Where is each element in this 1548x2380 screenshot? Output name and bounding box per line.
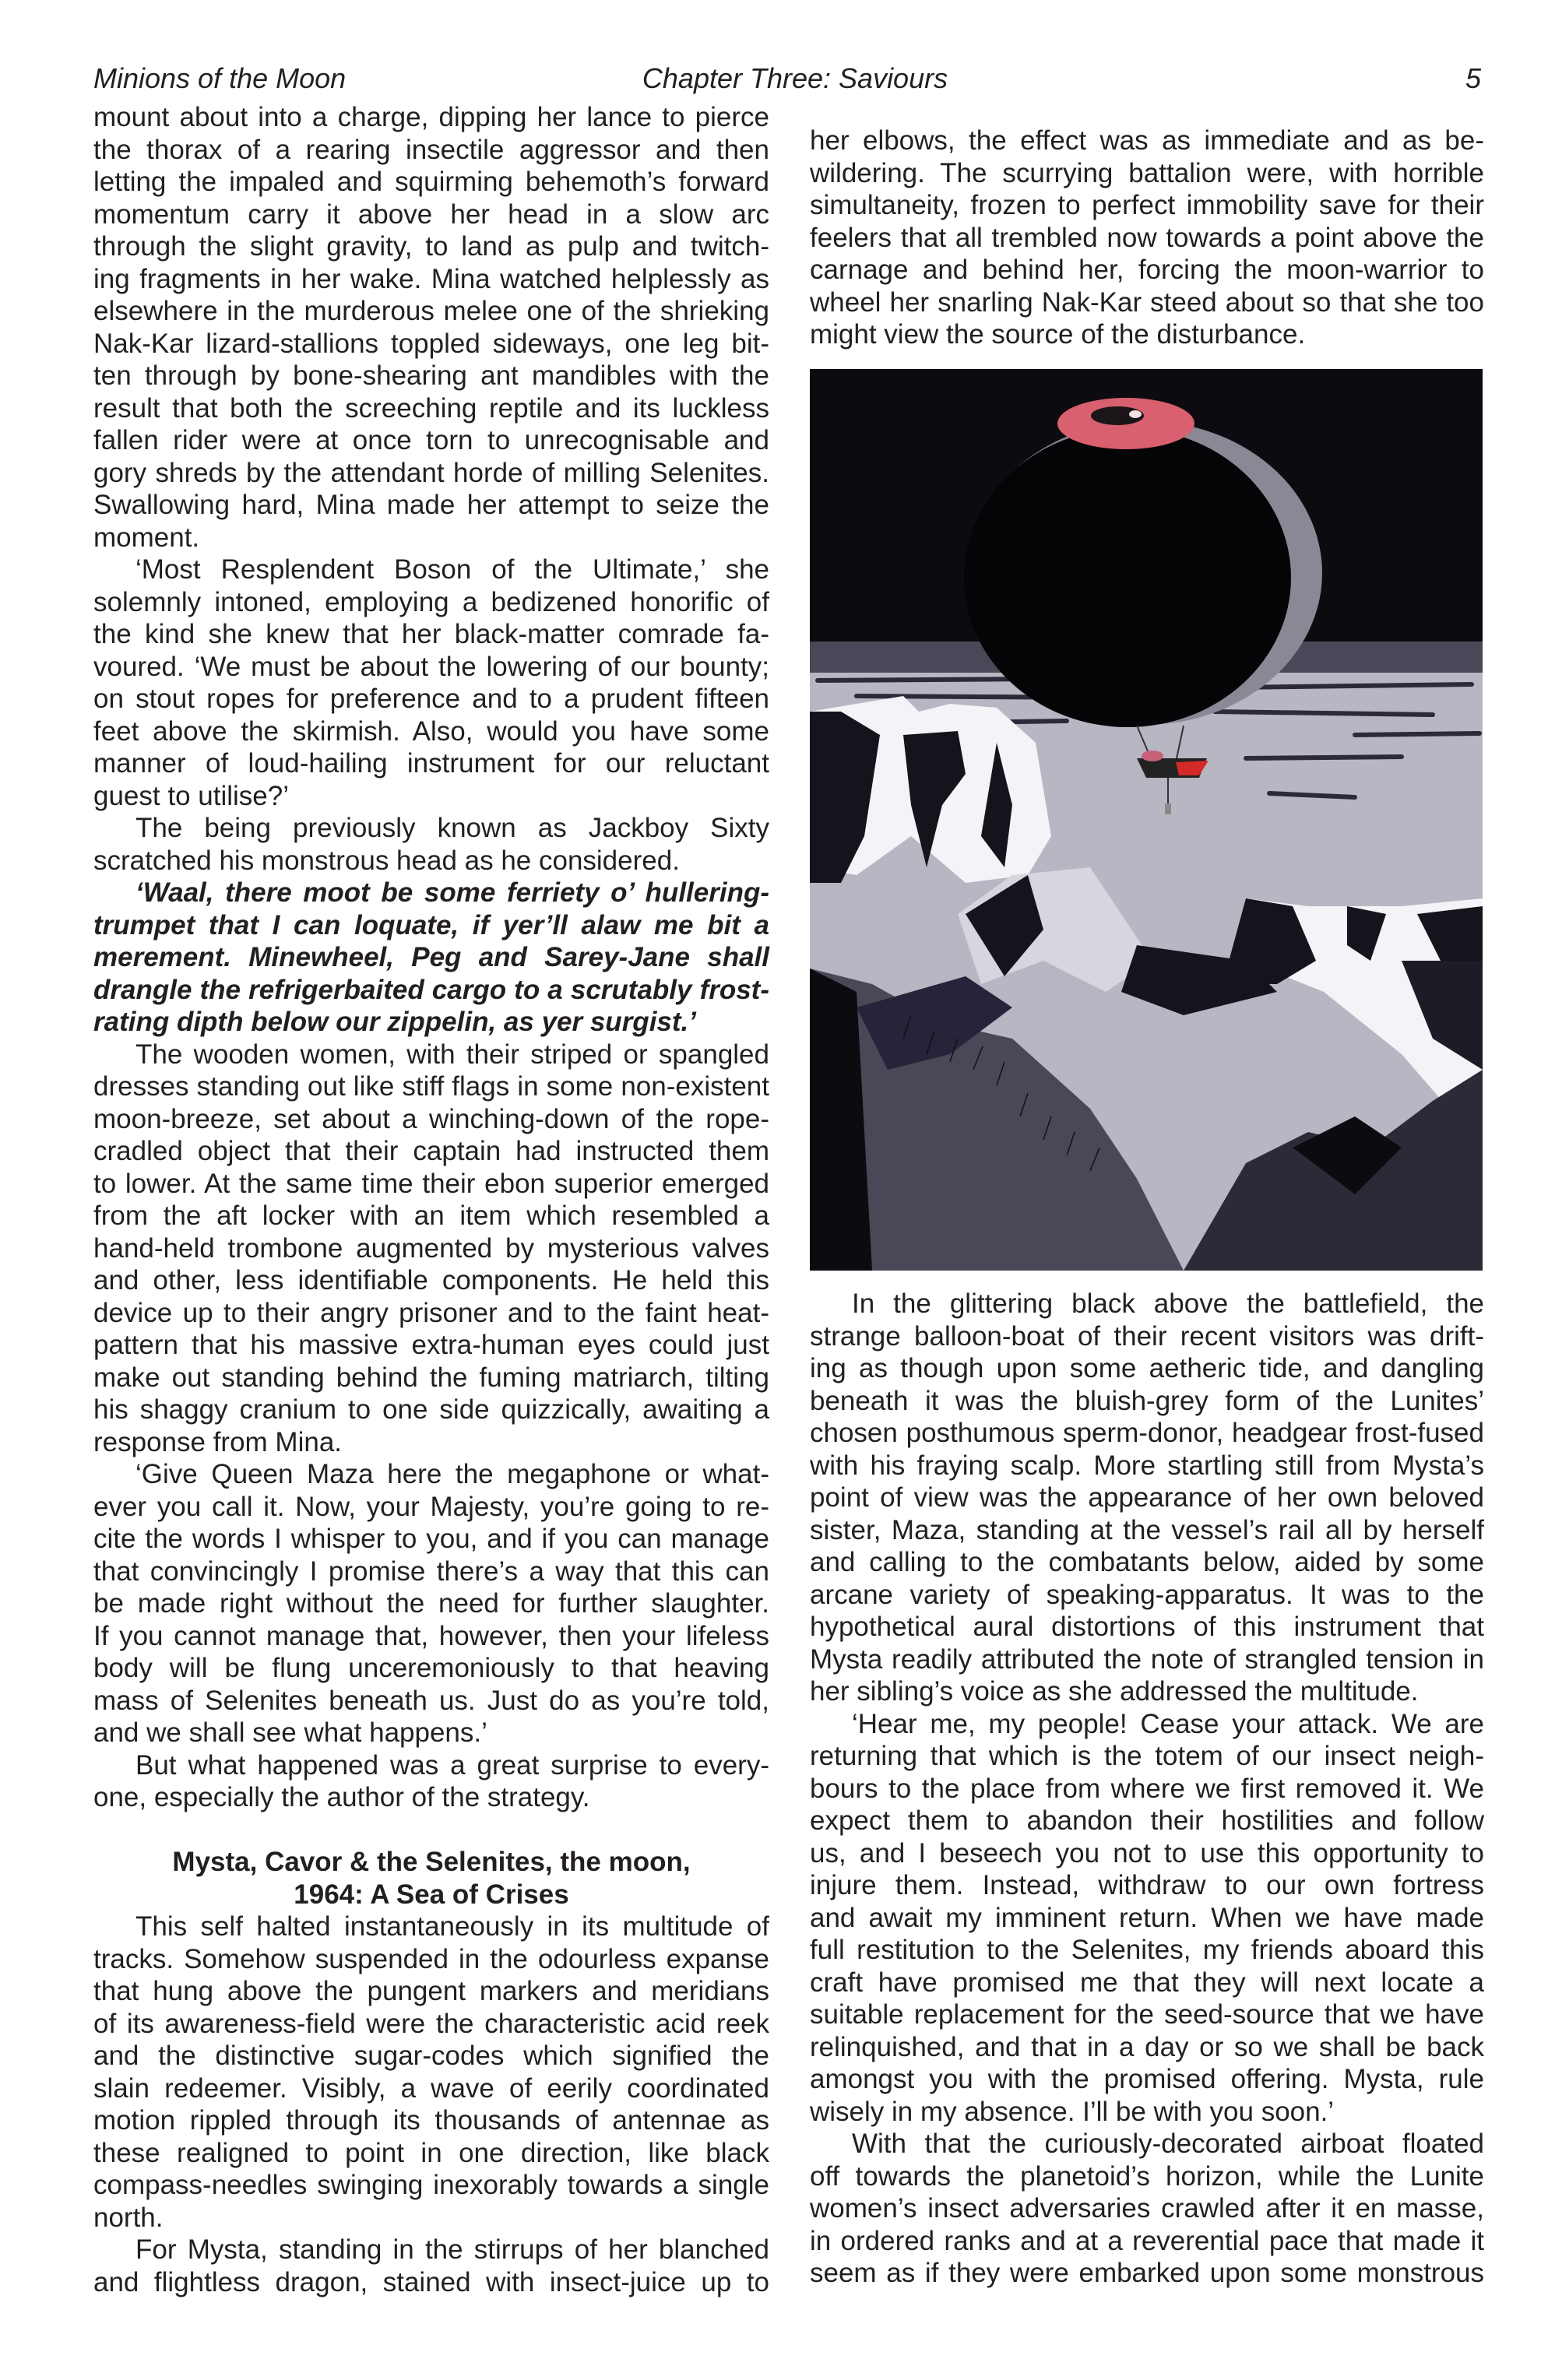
text-line-content: moon-breeze, set about a winching-down of the rope- — [93, 1103, 769, 1134]
text-line — [810, 1805, 1484, 1837]
text-line — [93, 295, 769, 328]
text-line — [93, 941, 769, 974]
text-line — [810, 2192, 1484, 2225]
text-line — [93, 2202, 769, 2234]
text-line — [93, 199, 769, 231]
text-line-content: motion rippled through its thousands of antennae as — [93, 2105, 769, 2136]
text-line — [810, 1611, 1484, 1644]
text-line — [93, 101, 769, 134]
text-line — [810, 2128, 1484, 2160]
text-line-content: returning that which is the totem of our insect neigh- — [810, 1741, 1484, 1771]
text-line-content: With that the curiously-decorated airboat floated — [852, 2129, 1484, 2159]
blank-line — [93, 1814, 769, 1847]
text-line — [810, 287, 1484, 319]
text-line — [93, 1943, 769, 1976]
text-line-content: suitable replacement for the seed-source that we have — [810, 1999, 1484, 2030]
text-line — [93, 812, 769, 845]
text-line — [93, 2008, 769, 2041]
text-line — [810, 1450, 1484, 1482]
text-line-content: solemnly intoned, employing a bedizened honorific of — [93, 586, 769, 617]
text-line — [810, 1546, 1484, 1579]
paragraph — [810, 125, 1484, 351]
text-line — [93, 2040, 769, 2072]
text-line-content: be made right without the need for further slaughter. — [93, 1588, 769, 1619]
text-line — [93, 1587, 769, 1620]
text-line — [810, 1773, 1484, 1805]
running-header-chapter-title: Chapter Three: Saviours — [642, 62, 948, 94]
text-line — [93, 489, 769, 522]
text-line — [810, 1967, 1484, 1999]
text-line-content: her sibling’s voice as she addressed the multitude. — [810, 1676, 1419, 1707]
text-line-content: with his fraying scalp. More startling still from Mysta’s — [810, 1450, 1484, 1481]
text-line-content: rating dipth below our zippelin, as yer surgist.’ — [93, 1007, 696, 1037]
text-line-content: Mysta readily attributed the note of strangled tension in — [810, 1644, 1484, 1675]
text-line — [93, 230, 769, 263]
text-line-content: cradled object that their captain had instructed them — [93, 1136, 769, 1166]
text-line — [93, 1814, 769, 1847]
text-line-content: women’s insect adversaries crawled after it en masse, — [810, 2193, 1484, 2224]
moon-balloon-illustration — [810, 369, 1483, 1271]
text-line — [93, 1523, 769, 1556]
text-line — [810, 1579, 1484, 1612]
text-line-content: strange balloon-boat of their recent visitors was drift- — [810, 1320, 1484, 1352]
right-text-column-top — [810, 125, 1484, 351]
text-line — [810, 1320, 1484, 1353]
text-line-content: moment. — [93, 522, 200, 553]
text-line-content: The wooden women, with their striped or spangled — [135, 1039, 769, 1070]
text-line-content: ‘Hear me, my people! Cease your attack. We are — [852, 1708, 1484, 1739]
text-line-content: one, especially the author of the strategy. — [93, 1782, 590, 1812]
text-line-content: amongst you with the promised offering. Mysta, rule — [810, 2064, 1484, 2094]
text-line — [93, 683, 769, 715]
text-line — [810, 1999, 1484, 2031]
text-line-content: and the distinctive sugar-codes which signified the — [93, 2041, 769, 2071]
text-line — [93, 1264, 769, 1297]
text-line-content: guest to utilise?’ — [93, 780, 289, 811]
text-line-content: injure them. Instead, withdraw to our own fortress — [810, 1870, 1484, 1900]
text-line — [810, 1288, 1484, 1320]
text-line — [93, 134, 769, 167]
paragraph — [93, 101, 769, 554]
text-line — [810, 1352, 1484, 1385]
text-line — [810, 125, 1484, 157]
running-header-book-title: Minions of the Moon — [93, 62, 347, 94]
text-line — [93, 2072, 769, 2105]
text-line-content: This self halted instantaneously in its multitude of — [135, 1911, 769, 1942]
text-line-content: cite the words I whisper to you, and if you can manage — [93, 1524, 769, 1554]
text-line — [93, 2234, 769, 2266]
text-line — [810, 222, 1484, 255]
text-line — [93, 1911, 769, 1943]
text-line — [93, 1394, 769, 1426]
text-line-content: make out standing behind the fuming matriarch, tilting — [93, 1362, 769, 1393]
text-line — [93, 909, 769, 942]
text-line — [810, 2096, 1484, 2129]
text-line-content: Nak-Kar lizard-stallions toppled sideways, one leg bit- — [93, 328, 769, 359]
text-line — [93, 1006, 769, 1039]
text-line-content: expect them to abandon their hostilities and follow — [810, 1805, 1484, 1836]
text-line — [810, 1675, 1484, 1708]
text-line — [810, 2225, 1484, 2258]
text-line — [810, 1708, 1484, 1741]
paragraph — [93, 2234, 769, 2298]
text-line-content: the thorax of a rearing insectile aggressor and then — [93, 134, 769, 165]
text-line — [93, 554, 769, 586]
text-line — [93, 1620, 769, 1653]
text-line-content: arcane variety of speaking-apparatus. It was to the — [810, 1579, 1484, 1610]
text-line — [93, 1975, 769, 2008]
text-line-content: feelers that all trembled now towards a point above the — [810, 222, 1484, 253]
text-line — [810, 2031, 1484, 2064]
text-line-content: her elbows, the effect was as immediate and as be- — [810, 125, 1484, 156]
text-line-content: manner of loud-hailing instrument for our reluctant — [93, 748, 769, 779]
balloon-envelope — [964, 428, 1291, 727]
text-line — [93, 1781, 769, 1814]
text-line-content: Swallowing hard, Mina made her attempt to seize the — [93, 490, 769, 520]
text-line — [93, 845, 769, 877]
text-line-content: chosen posthumous sperm-donor, headgear frost-fused — [810, 1418, 1484, 1448]
text-line — [93, 747, 769, 780]
text-line-content: simultaneity, frozen to perfect immobility save for their — [810, 190, 1484, 220]
text-line — [93, 392, 769, 425]
text-line-content: But what happened was a great surprise to every- — [135, 1749, 769, 1781]
text-line-content: trumpet that I can loquate, if yer’ll alaw me bit a — [93, 909, 769, 940]
text-line — [810, 1385, 1484, 1418]
text-line — [93, 1297, 769, 1330]
paragraph — [93, 1749, 769, 1814]
right-text-column-bottom — [810, 1288, 1484, 2290]
text-line-content: compass-needles swinging inexorably towards a single — [93, 2170, 769, 2200]
text-line — [93, 1232, 769, 1265]
text-line-content: craft have promised me that they will next locate a — [810, 1967, 1484, 1998]
text-line-content: scratched his monstrous head as he considered. — [93, 845, 680, 876]
text-line-content: tracks. Somehow suspended in the odourless expanse — [93, 1943, 769, 1974]
text-line — [93, 1070, 769, 1103]
text-line — [93, 457, 769, 490]
text-line-content: wheel her snarling Nak-Kar steed about so that she too — [810, 287, 1484, 318]
text-line — [93, 1200, 769, 1232]
text-line — [93, 522, 769, 554]
text-line-content: from the aft locker with an item which resembled a — [93, 1201, 769, 1231]
text-line-content: to lower. At the same time their ebon superior emerged — [93, 1168, 769, 1199]
text-line-content: pattern that his massive extra-human eyes could just — [93, 1330, 769, 1360]
text-line-content: that hung above the pungent markers and meridians — [93, 1976, 769, 2006]
text-line-content: elsewhere in the murderous melee one of the shrieking — [93, 296, 769, 326]
text-line-content: seem as if they were embarked upon some monstrous — [810, 2258, 1484, 2288]
text-line — [93, 2266, 769, 2299]
text-line-content: ten through by bone-shearing ant mandibles with the — [93, 360, 769, 391]
text-line-content: us, and I beseech you not to use this opportunity to — [810, 1837, 1484, 1868]
text-line — [93, 1652, 769, 1685]
text-line — [93, 2137, 769, 2170]
text-line — [810, 1482, 1484, 1514]
text-line-content: ing as though upon some aetheric tide, and dangling — [810, 1353, 1484, 1383]
text-line — [810, 157, 1484, 190]
text-line-content: bours to the place from where we first removed it. We — [810, 1773, 1484, 1804]
text-line — [810, 2160, 1484, 2193]
paragraph — [93, 877, 769, 1039]
text-line — [810, 318, 1484, 351]
paragraph — [93, 1039, 769, 1459]
text-line-content: slain redeemer. Visibly, a wave of eerily coordinated — [93, 2072, 769, 2104]
text-line-content: point of view was the appearance of her own beloved — [810, 1482, 1484, 1513]
text-line-content: Mysta, Cavor & the Selenites, the moon, — [172, 1847, 691, 1877]
text-line-content: that convincingly I promise there’s a way that this can — [93, 1556, 769, 1587]
text-line-content: carnage and behind her, forcing the moon-warrior to — [810, 255, 1484, 285]
text-line-content: on stout ropes for preference and to a prudent fifteen — [93, 684, 769, 714]
text-line — [93, 1458, 769, 1491]
text-line-content: and await my imminent return. When we have made — [810, 1902, 1484, 1933]
text-line-content: in ordered ranks and at a reverential pace that made it — [810, 2225, 1484, 2256]
text-line — [93, 328, 769, 360]
text-line-content: might view the source of the disturbance. — [810, 319, 1306, 350]
text-line-content: In the glittering black above the battlefield, the — [852, 1288, 1484, 1319]
text-line-content: and flightless dragon, stained with insect-juice up to — [93, 2266, 769, 2297]
text-line — [93, 618, 769, 651]
text-line-content: ‘Most Resplendent Boson of the Ultimate,’ she — [135, 554, 769, 585]
text-line — [810, 2063, 1484, 2096]
text-line — [810, 1740, 1484, 1773]
text-line — [93, 1717, 769, 1749]
text-line — [810, 1934, 1484, 1967]
text-line — [93, 1846, 769, 1879]
text-line-content: wildering. The scurrying battalion were, with horrible — [810, 157, 1484, 188]
text-line — [93, 651, 769, 684]
text-line-content: of its awareness-field were the characteristic acid reek — [93, 2008, 769, 2039]
text-line — [93, 263, 769, 296]
text-line-content: device up to their angry prisoner and to the faint heat- — [93, 1297, 769, 1328]
text-line — [93, 1362, 769, 1394]
text-line — [93, 2169, 769, 2202]
text-line — [93, 1491, 769, 1524]
text-line-content: hypothetical aural distortions of this instrument that — [810, 1612, 1484, 1642]
text-line-content: relinquished, and that in a day or so we shall be back — [810, 2031, 1484, 2062]
text-line-content: off towards the planetoid’s horizon, while the Lunite — [810, 2160, 1484, 2192]
text-line — [810, 189, 1484, 222]
text-line-content: merement. Minewheel, Peg and Sarey-Jane shall — [93, 942, 769, 972]
text-line — [93, 1168, 769, 1201]
text-line-content: The being previously known as Jackboy Sixty — [135, 813, 769, 843]
text-line-content: fallen rider were at once torn to unrecognisable and — [93, 425, 769, 455]
text-line-content: dresses standing out like stiff flags in some non-existent — [93, 1071, 769, 1102]
paragraph — [93, 812, 769, 877]
text-line-content: through the slight gravity, to land as pulp and twitch- — [93, 231, 769, 262]
text-line-content: and other, less identifiable components. He held this — [93, 1265, 769, 1295]
text-line — [810, 1417, 1484, 1450]
page-number: 5 — [1465, 62, 1481, 94]
text-line-content: beneath it was the bluish-grey form of the Lunites’ — [810, 1385, 1484, 1416]
text-line-content: the kind she knew that her black-matter comrade fa- — [93, 619, 769, 649]
text-line — [810, 1837, 1484, 1870]
text-line-content: ‘Waal, there moot be some ferriety o’ hullering- — [135, 877, 769, 908]
text-line-content: ing fragments in her wake. Mina watched helplessly as — [93, 263, 769, 294]
text-line-content: body will be flung unceremoniously to that heaving — [93, 1653, 769, 1683]
text-line-content: sister, Maza, standing at the vessel’s rail all by herself — [810, 1514, 1484, 1545]
text-line — [93, 780, 769, 813]
text-line — [810, 254, 1484, 287]
text-line-content: north. — [93, 2202, 164, 2233]
text-line-content: momentum carry it above her head in a slow arc — [93, 199, 769, 230]
text-line — [93, 1685, 769, 1717]
text-line-content: ever you call it. Now, your Majesty, you’re going to re- — [93, 1491, 769, 1522]
text-line-content: mass of Selenites beneath us. Just do as you’re told, — [93, 1685, 769, 1716]
text-line-content: wisely in my absence. I’ll be with you soon.’ — [810, 2096, 1335, 2127]
text-line-content: hand-held trombone augmented by mysterious valves — [93, 1232, 769, 1264]
text-line-content: 1964: A Sea of Crises — [294, 1879, 569, 1910]
text-line — [93, 586, 769, 619]
paragraph — [93, 554, 769, 812]
text-line-content: ‘Give Queen Maza here the megaphone or what- — [135, 1459, 769, 1489]
text-line-content: drangle the refrigerbaited cargo to a scrutably frost- — [93, 974, 769, 1005]
section-heading — [93, 1846, 769, 1911]
text-line — [93, 1135, 769, 1168]
text-line — [810, 1644, 1484, 1676]
text-line-content: these realigned to point in one direction, like black — [93, 2137, 769, 2168]
text-line-content: response from Mina. — [93, 1426, 343, 1457]
text-line-content: For Mysta, standing in the stirrups of her blanched — [135, 2234, 769, 2265]
text-line — [93, 166, 769, 199]
paragraph — [93, 1458, 769, 1749]
text-line-content: his shaggy cranium to one side quizzically, awaiting a — [93, 1394, 769, 1425]
text-line — [93, 1749, 769, 1782]
text-line — [810, 1514, 1484, 1547]
text-line — [93, 1329, 769, 1362]
text-line-content: and we shall see what happens.’ — [93, 1717, 487, 1748]
text-line — [93, 1879, 769, 1911]
text-line — [93, 424, 769, 457]
text-line — [93, 360, 769, 392]
left-text-column — [93, 101, 769, 2298]
paragraph — [810, 1288, 1484, 1708]
text-line — [93, 1556, 769, 1588]
text-line-content: and calling to the combatants below, aided by some — [810, 1547, 1484, 1577]
text-line-content: voured. ‘We must be about the lowering of our bounty; — [93, 651, 769, 682]
text-line-content: gory shreds by the attendant horde of milling Selenites. — [93, 457, 769, 488]
text-line-content: letting the impaled and squirming behemoth’s forward — [93, 167, 769, 197]
text-line-content: feet above the skirmish. Also, would you have some — [93, 715, 769, 747]
paragraph — [810, 2128, 1484, 2290]
text-line — [93, 1426, 769, 1459]
text-line — [810, 1869, 1484, 1902]
text-line — [93, 715, 769, 748]
text-line-content: full restitution to the Selenites, my friends aboard this — [810, 1935, 1484, 1965]
text-line-content: If you cannot manage that, however, then your lifeless — [93, 1620, 769, 1651]
text-line — [93, 877, 769, 909]
text-line — [93, 2104, 769, 2137]
text-line-content: result that both the screeching reptile and its luckless — [93, 392, 769, 424]
paragraph — [810, 1708, 1484, 2129]
text-line — [93, 1039, 769, 1071]
text-line — [93, 1103, 769, 1136]
text-line — [810, 1902, 1484, 1935]
text-line-content: mount about into a charge, dipping her lance to pierce — [93, 102, 769, 132]
text-line — [810, 2257, 1484, 2290]
text-line — [93, 974, 769, 1007]
paragraph — [93, 1911, 769, 2234]
